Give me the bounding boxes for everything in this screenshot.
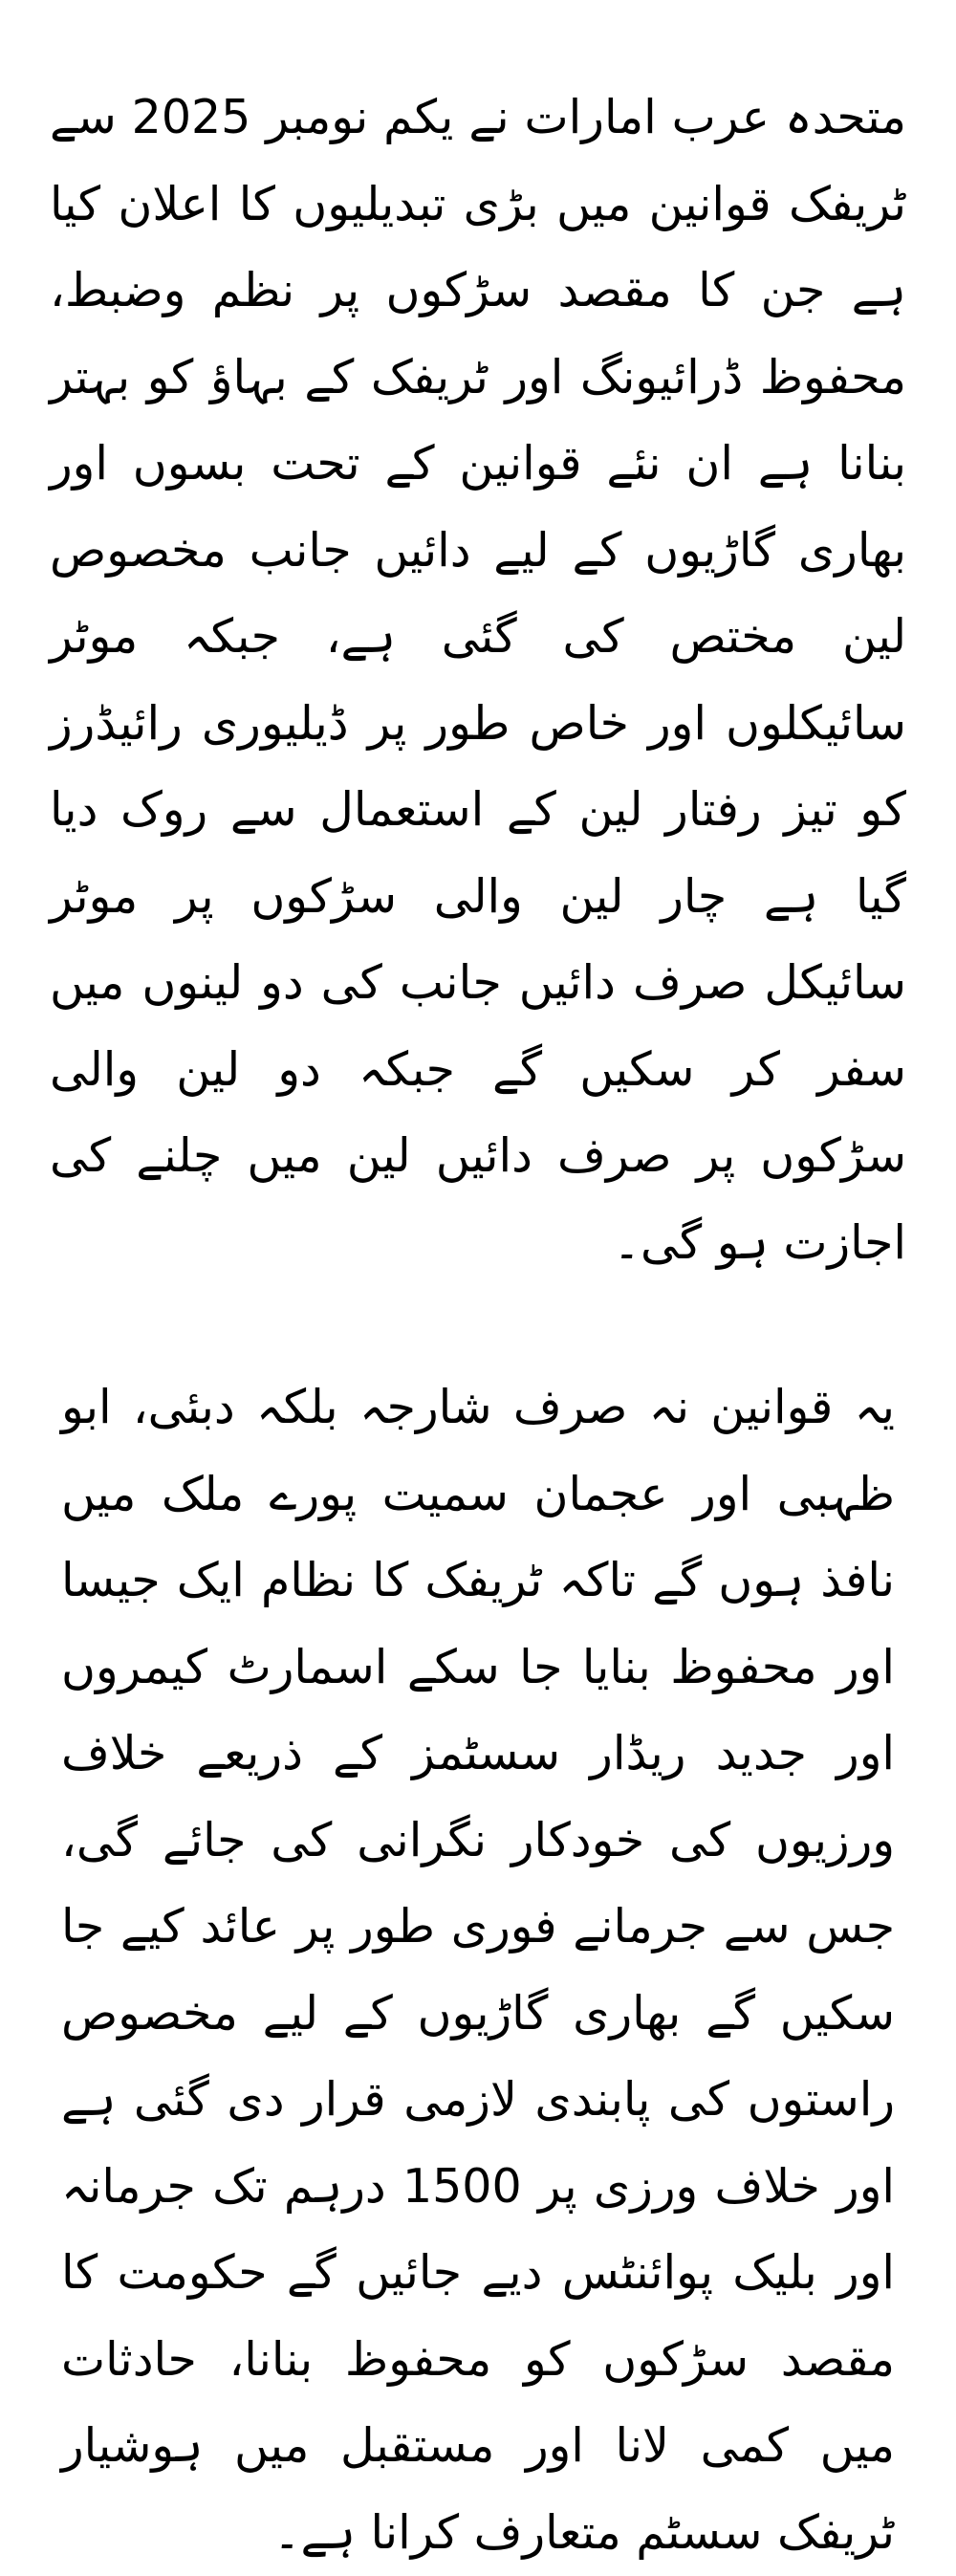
article-paragraph-2: یہ قوانین نہ صرف شارجہ بلکہ دبئی، ابو ظہبی اور عجمان سمیت پورے ملک میں نافذ ہوں گے تاکہ ٹریفک کا نظام ایک جیسا اور محفوظ بنایا جا سکے اسمارٹ کیمروں اور جدید ریڈار سسٹمز کے ذریعے خلاف ورزیوں کی خودکار نگرانی کی جائے گی، جس سے جرمانے فوری طور پر عائد کیے جا سکیں گے بھاری گاڑیوں کے لیے مخصوص راستوں کی پابندی لازمی قرار دی گئی ہے اور خلاف ورزی پر 1500 درہم تک جرمانہ اور بلیک پوائنٹس دیے جائیں گے حکومت کا مقصد سڑکوں کو محفوظ بنانا، حادثات میں کمی لانا اور مستقبل میں ہوشیار ٹریفک سسٹم متعارف کرانا ہے۔ [61, 1380, 895, 2560]
article-paragraph-1: متحدہ عرب امارات نے یکم نومبر 2025 سے ٹریفک قوانین میں بڑی تبدیلیوں کا اعلان کیا ہے جن کا مقصد سڑکوں پر نظم وضبط، محفوظ ڈرائیونگ اور ٹریفک کے بہاؤ کو بہتر بنانا ہے ان نئے قوانین کے تحت بسوں اور بھاری گاڑیوں کے لیے دائیں جانب مخصوص لین مختص کی گئی ہے، جبکہ موٹر سائیکلوں اور خاص طور پر ڈیلیوری رائیڈرز کو تیز رفتار لین کے استعمال سے روک دیا گیا ہے چار لین والی سڑکوں پر موٹر سائیکل صرف دائیں جانب کی دو لینوں میں سفر کر سکیں گے جبکہ دو لین والی سڑکوں پر صرف دائیں لین میں چلنے کی اجازت ہو گی۔ [50, 90, 907, 1270]
